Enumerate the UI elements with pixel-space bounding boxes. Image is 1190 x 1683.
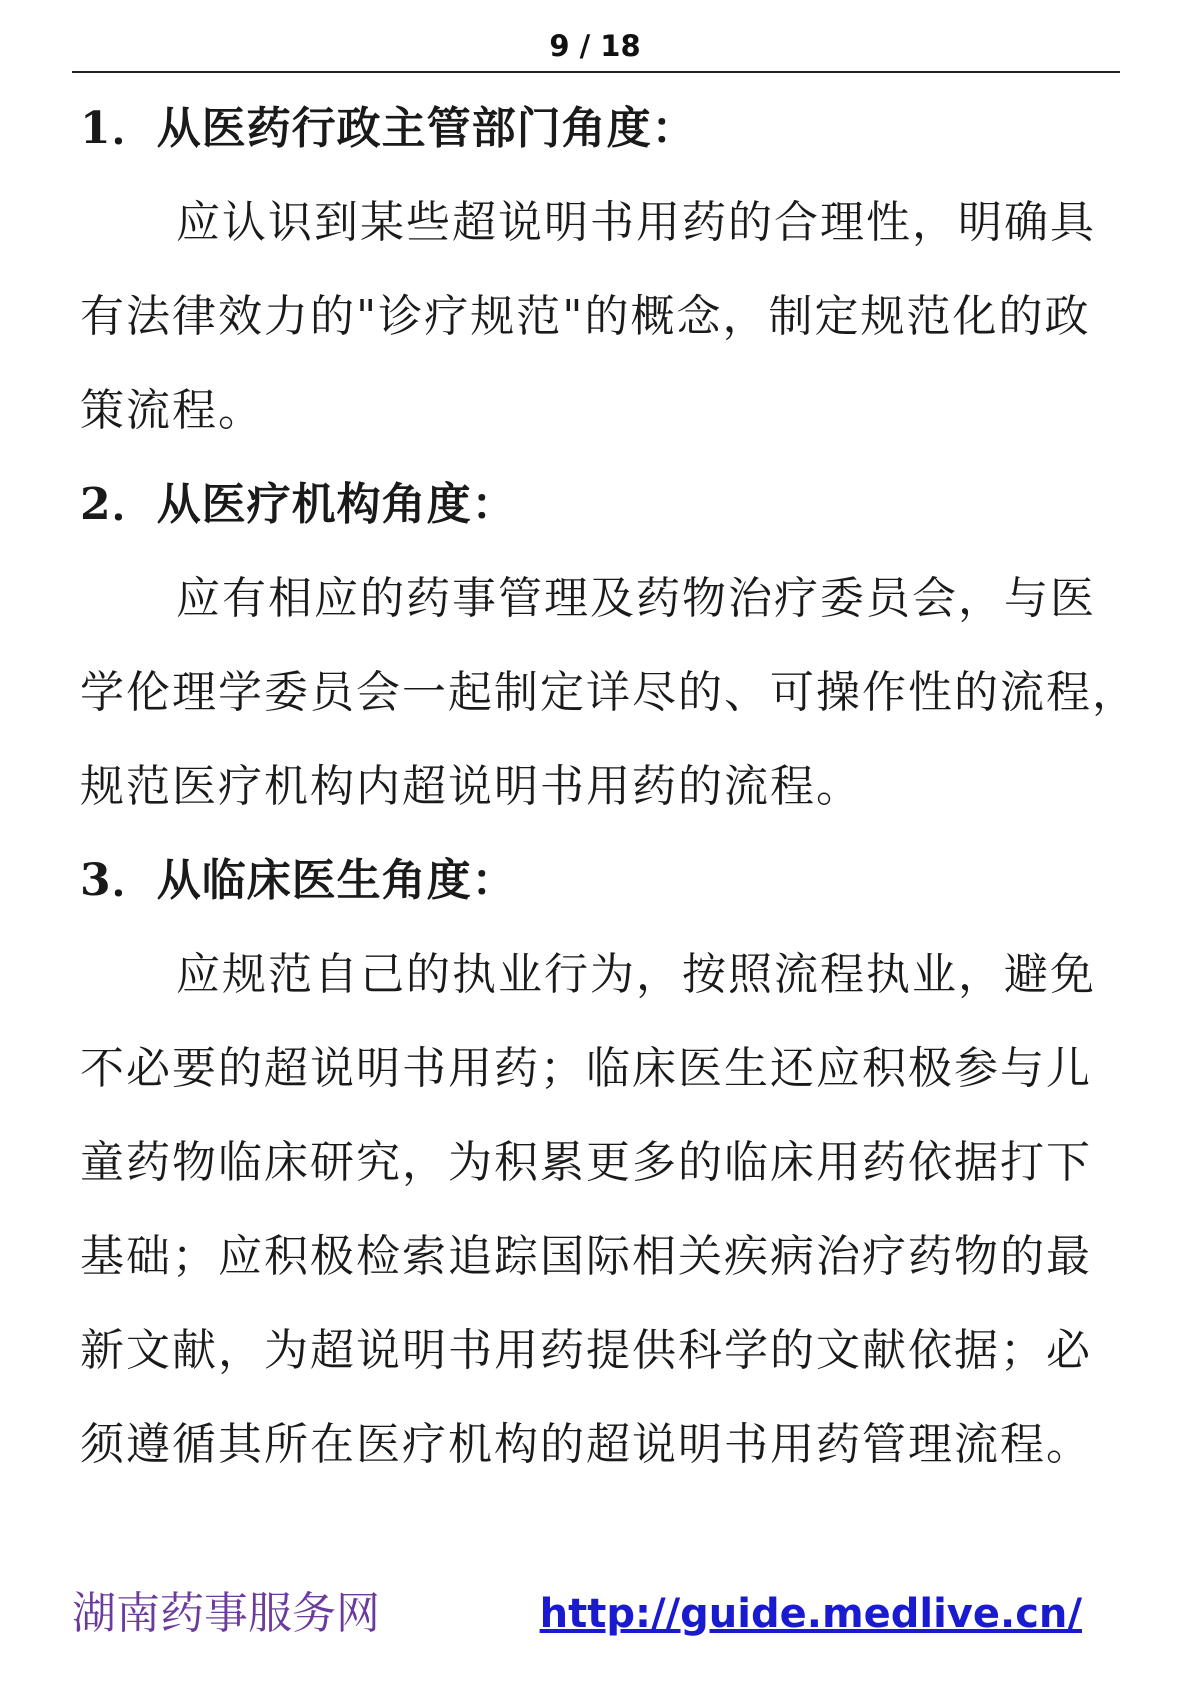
paragraph-line: 新文献，为超说明书用药提供科学的文献依据；必 bbox=[80, 1325, 1092, 1376]
paragraph-line: 规范医疗机构内超说明书用药的流程。 bbox=[80, 761, 862, 812]
section-heading: 1．从医药行政主管部门角度： bbox=[80, 103, 697, 154]
page-number: 9 / 18 bbox=[549, 29, 641, 63]
section-administrative bbox=[80, 82, 1140, 458]
paragraph-line: 应认识到某些超说明书用药的合理性，明确具 bbox=[176, 197, 1096, 248]
paragraph-line: 须遵循其所在医疗机构的超说明书用药管理流程。 bbox=[80, 1419, 1092, 1470]
section-heading: 3．从临床医生角度： bbox=[80, 855, 517, 906]
paragraph-line: 学伦理学委员会一起制定详尽的、可操作性的流程， bbox=[80, 667, 1138, 718]
section-clinician bbox=[80, 834, 1140, 1492]
paragraph-line: 应有相应的药事管理及药物治疗委员会，与医 bbox=[176, 573, 1096, 624]
footer-site-link[interactable]: http://guide.medlive.cn/ bbox=[539, 1591, 1082, 1637]
paragraph-line: 基础；应积极检索追踪国际相关疾病治疗药物的最 bbox=[80, 1231, 1092, 1282]
section-institution bbox=[80, 458, 1140, 834]
paragraph-line: 策流程。 bbox=[80, 385, 264, 436]
document-body bbox=[80, 82, 1140, 1492]
paragraph-line: 不必要的超说明书用药；临床医生还应积极参与儿 bbox=[80, 1043, 1092, 1094]
section-heading: 2．从医疗机构角度： bbox=[80, 479, 517, 530]
footer-site-name: 湖南药事服务网 bbox=[72, 1588, 380, 1639]
paragraph-line: 童药物临床研究，为积累更多的临床用药依据打下 bbox=[80, 1137, 1092, 1188]
paragraph-line: 应规范自己的执业行为，按照流程执业，避免 bbox=[176, 949, 1096, 1000]
page-footer bbox=[72, 1582, 1120, 1646]
header-divider bbox=[72, 71, 1120, 73]
paragraph-line: 有法律效力的"诊疗规范"的概念，制定规范化的政 bbox=[80, 291, 1091, 342]
